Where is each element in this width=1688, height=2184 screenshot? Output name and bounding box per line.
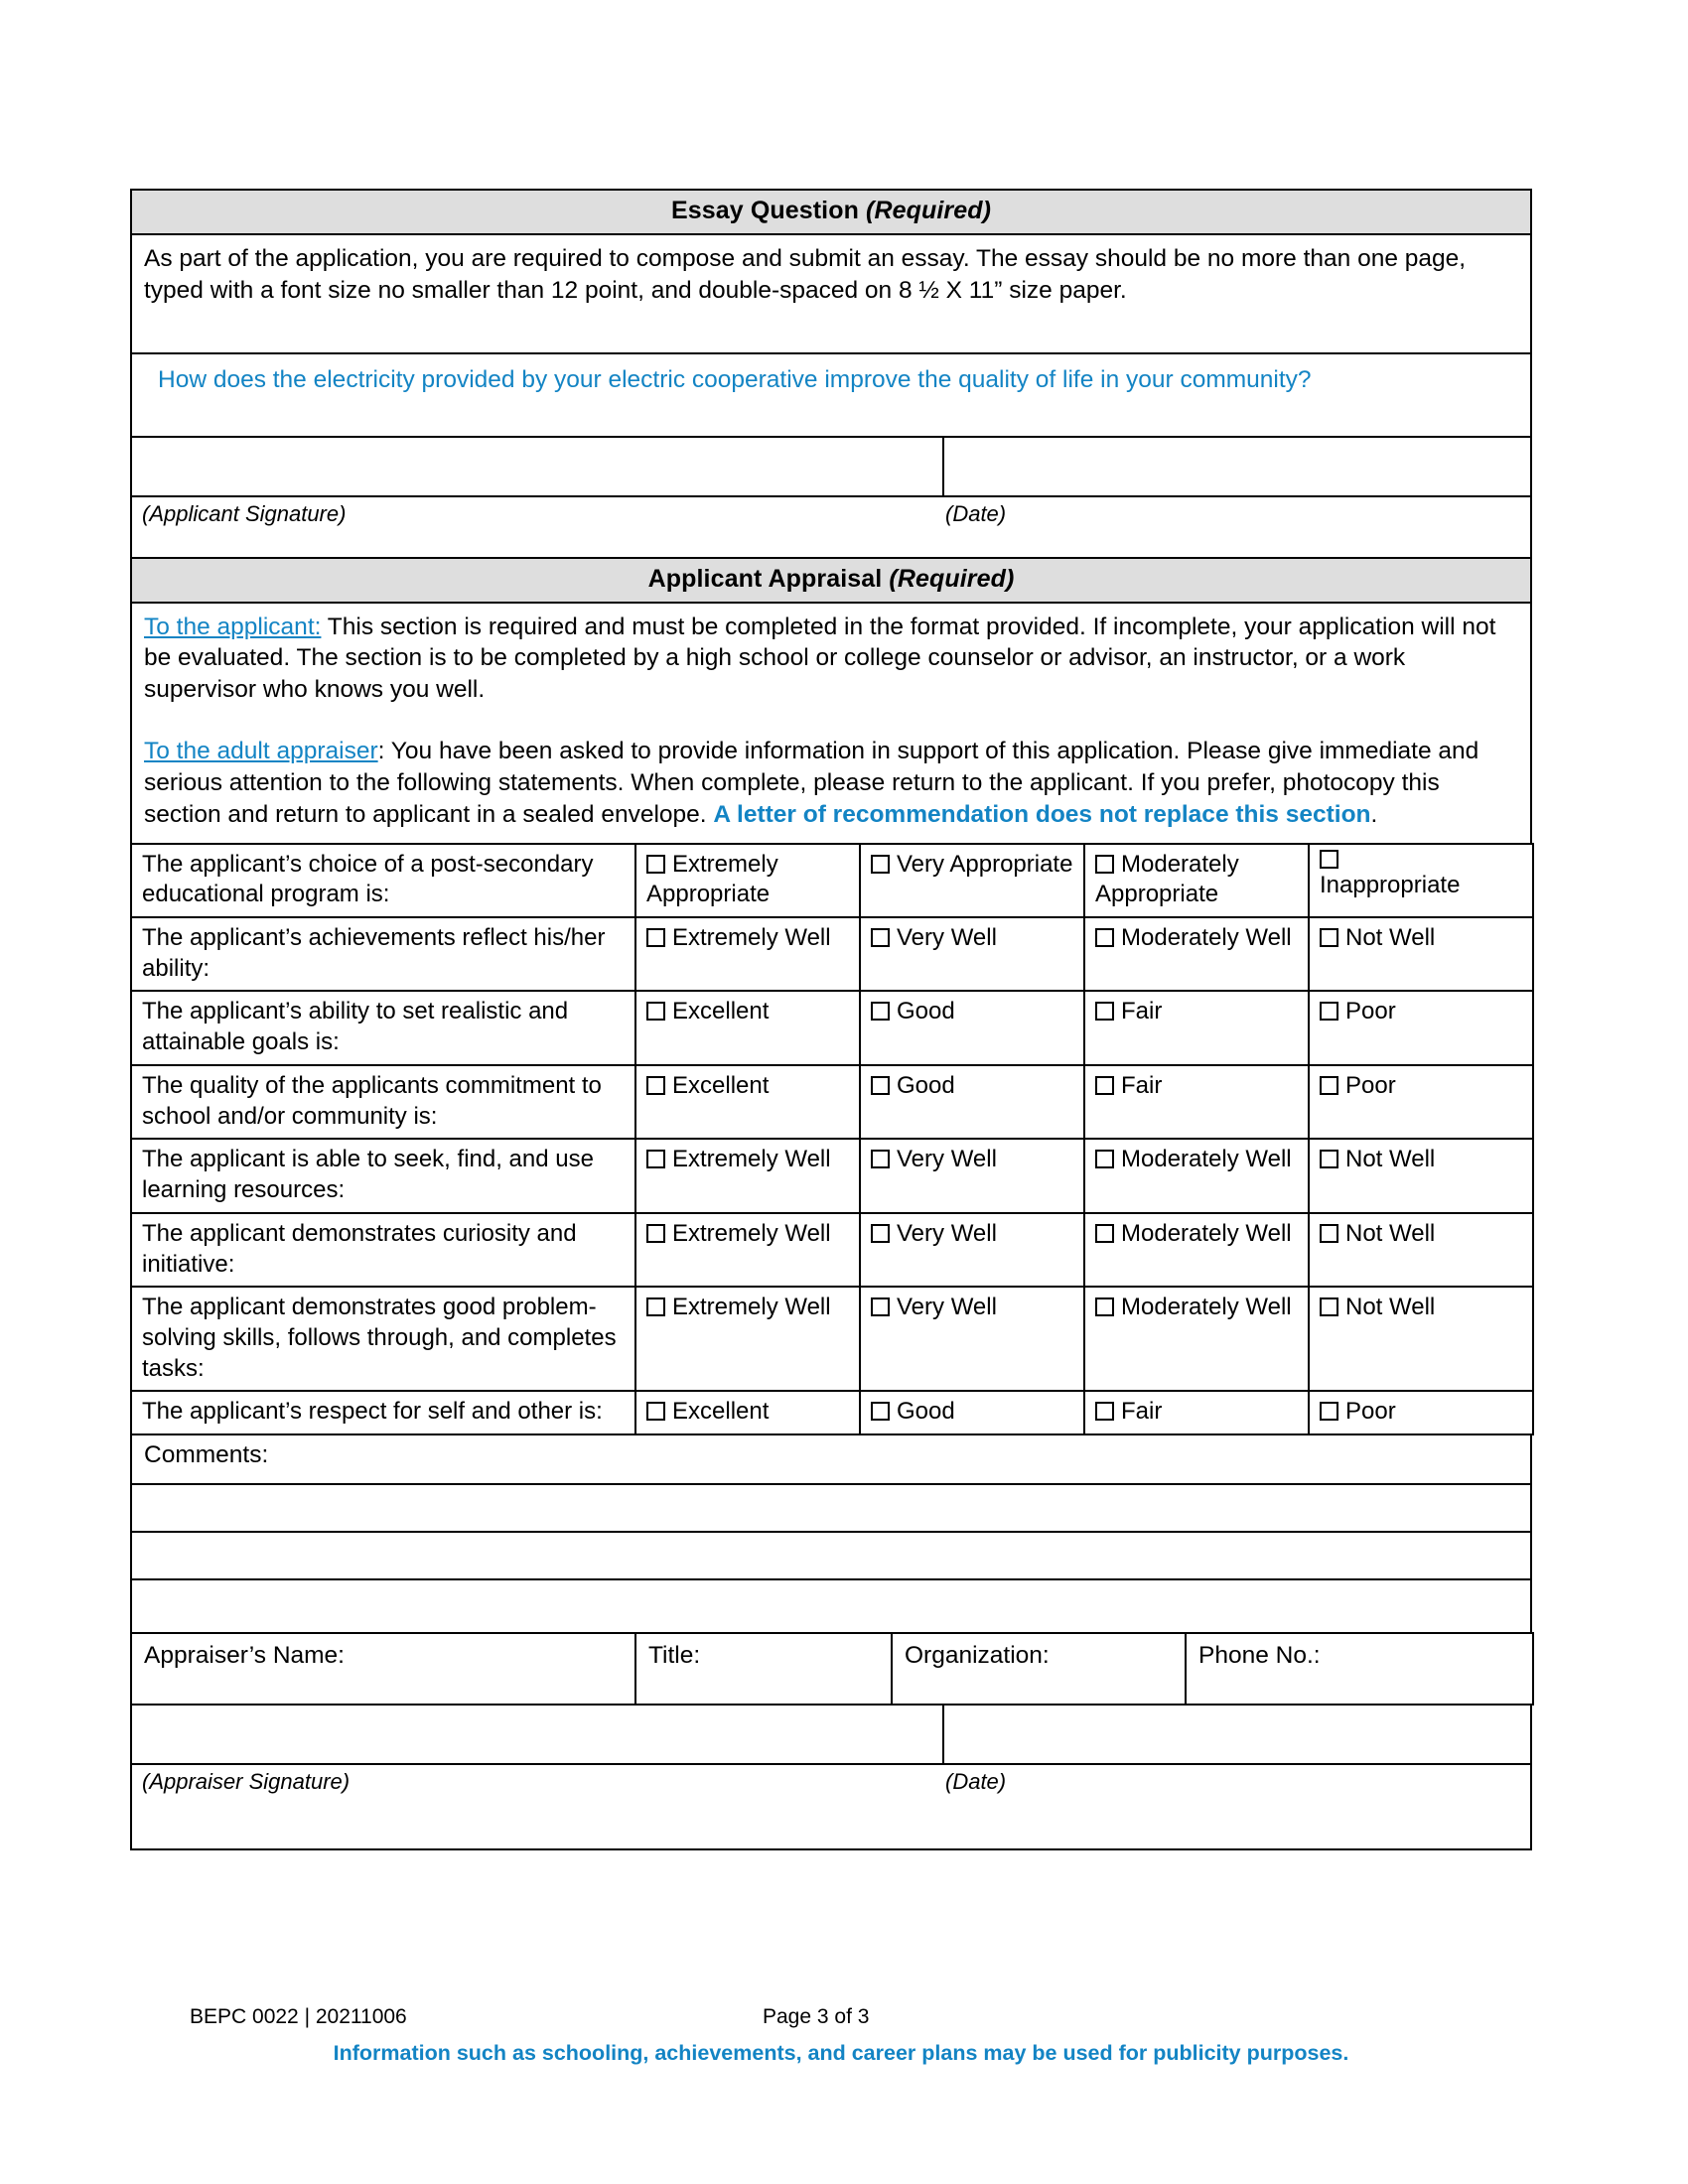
- checkbox-icon[interactable]: [1320, 1224, 1338, 1243]
- rating-option-cell[interactable]: [1084, 991, 1309, 1064]
- appraiser-name-label: Appraiser’s Name:: [144, 1642, 345, 1670]
- to-applicant-paragraph: [144, 612, 1518, 707]
- applicant-signature-input-row: [131, 437, 1531, 496]
- rating-option-cell[interactable]: [1309, 1139, 1533, 1212]
- checkbox-icon[interactable]: [646, 1076, 665, 1095]
- rating-option-label: Moderately Well: [1121, 924, 1292, 952]
- page-footer: [130, 2005, 1532, 2066]
- rating-option-label: Extremely Well: [672, 1146, 831, 1173]
- to-applicant-label: To the applicant:: [144, 613, 322, 640]
- checkbox-icon[interactable]: [871, 1224, 890, 1243]
- rating-option-cell[interactable]: [860, 1287, 1084, 1391]
- essay-prompt-text: How does the electricity provided by your electric cooperative improve the quality of life in your community?: [158, 365, 1312, 393]
- checkbox-icon[interactable]: [871, 928, 890, 947]
- appraiser-name-field[interactable]: [131, 1633, 635, 1705]
- comments-line-3[interactable]: [131, 1579, 1531, 1633]
- rating-option-cell[interactable]: [635, 1139, 860, 1212]
- rating-option-cell[interactable]: [1309, 1391, 1533, 1434]
- appraiser-signature-labels-cell: [131, 1764, 1531, 1849]
- rating-statement: The applicant’s ability to set realistic and attainable goals is:: [131, 991, 635, 1064]
- rating-option-cell[interactable]: [635, 1391, 860, 1434]
- rating-rows: [131, 844, 1533, 1435]
- rating-option-label: Excellent: [672, 998, 770, 1025]
- comments-line-1[interactable]: [131, 1484, 1531, 1532]
- applicant-date-field[interactable]: [943, 437, 1531, 496]
- appraisal-rating-table: [130, 843, 1534, 1436]
- checkbox-icon[interactable]: [871, 1402, 890, 1421]
- rating-option-label: Very Well: [897, 924, 997, 952]
- essay-instructions-cell: [131, 234, 1531, 353]
- checkbox-icon[interactable]: [1095, 1002, 1114, 1021]
- essay-question-section: [130, 189, 1532, 497]
- rating-option-cell[interactable]: [635, 1065, 860, 1139]
- rating-option-label: Extremely Well: [672, 1294, 831, 1321]
- checkbox-icon[interactable]: [1095, 1297, 1114, 1316]
- checkbox-icon[interactable]: [646, 1224, 665, 1243]
- rating-option-label: Poor: [1345, 1398, 1396, 1426]
- rating-option-label: Excellent: [672, 1398, 770, 1426]
- checkbox-icon[interactable]: [646, 928, 665, 947]
- rating-statement: The applicant’s achievements reflect his/her ability:: [131, 917, 635, 991]
- rating-option-cell[interactable]: [1309, 1213, 1533, 1287]
- rating-option-label: Not Well: [1345, 1146, 1436, 1173]
- rating-option-cell[interactable]: [860, 1139, 1084, 1212]
- checkbox-icon[interactable]: [646, 1402, 665, 1421]
- to-adult-appraiser-label: To the adult appraiser: [144, 738, 378, 765]
- rating-option-label: Fair: [1121, 1398, 1163, 1426]
- rating-option-label: Very Well: [897, 1219, 997, 1247]
- essay-instructions-row: [131, 234, 1531, 353]
- rating-option-label: Good: [897, 1071, 955, 1099]
- rating-option-label: Extremely Well: [672, 1219, 831, 1247]
- essay-section-title: Essay Question: [670, 197, 859, 224]
- rating-statement: The applicant is able to seek, find, and use learning resources:: [131, 1139, 635, 1212]
- comments-label-row: [131, 1434, 1531, 1484]
- rating-option-label: Fair: [1121, 1071, 1163, 1099]
- rating-option-cell[interactable]: [1309, 1287, 1533, 1391]
- essay-required-flag: (Required): [866, 197, 992, 224]
- rating-option-cell[interactable]: [860, 991, 1084, 1064]
- rating-option-cell[interactable]: [860, 1065, 1084, 1139]
- rating-option-cell[interactable]: [860, 844, 1084, 917]
- checkbox-icon[interactable]: [646, 1002, 665, 1021]
- rating-option-label: Not Well: [1345, 1219, 1436, 1247]
- appraisal-intro-row: [131, 603, 1531, 844]
- to-adult-appraiser-text: : You have been asked to provide information in support of this application. Please give immediate and serious attention to the following statements. When complete, please return to the applicant. If you prefer, photocopy this section and return to applicant in a sealed envelope.: [144, 738, 1479, 828]
- appraiser-signature-label-table: [130, 1763, 1532, 1850]
- rating-option-cell[interactable]: [860, 1391, 1084, 1434]
- rating-option-cell[interactable]: [635, 917, 860, 991]
- appraiser-date-label: (Date): [945, 1769, 1007, 1795]
- rating-row: [131, 1213, 1533, 1287]
- rating-option-cell[interactable]: [635, 844, 860, 917]
- appraiser-phone-label: Phone No.:: [1198, 1642, 1321, 1670]
- applicant-appraisal-section: [130, 557, 1532, 845]
- applicant-signature-field[interactable]: [131, 437, 943, 496]
- rating-option-label: Extremely Well: [672, 924, 831, 952]
- checkbox-icon[interactable]: [1320, 1402, 1338, 1421]
- rating-row: [131, 917, 1533, 991]
- appraiser-info-row: [131, 1633, 1533, 1705]
- applicant-signature-label-row: [131, 496, 1531, 558]
- appraiser-signature-label: (Appraiser Signature): [142, 1769, 351, 1795]
- rating-option-label: Moderately Well: [1121, 1219, 1292, 1247]
- footer-primary-line: [130, 2005, 1532, 2035]
- appraiser-phone-field[interactable]: [1186, 1633, 1533, 1705]
- rating-option-label: Not Well: [1345, 1294, 1436, 1321]
- to-adult-appraiser-period: .: [1370, 800, 1378, 828]
- checkbox-icon[interactable]: [871, 1150, 890, 1168]
- comments-line-2-row: [131, 1532, 1531, 1579]
- checkbox-icon[interactable]: [1320, 928, 1338, 947]
- rating-option-label: Moderately Well: [1121, 1146, 1292, 1173]
- appraisal-section-title: Applicant Appraisal: [647, 564, 883, 593]
- appraiser-signature-section: [130, 1704, 1532, 1765]
- checkbox-icon[interactable]: [1095, 1224, 1114, 1243]
- rating-option-label: Moderately Well: [1121, 1294, 1292, 1321]
- applicant-signature-label: (Applicant Signature): [142, 500, 347, 526]
- comments-section: [130, 1433, 1532, 1634]
- checkbox-icon[interactable]: [1320, 1076, 1338, 1095]
- appraiser-signature-label-row: [131, 1764, 1531, 1849]
- checkbox-icon[interactable]: [1095, 855, 1114, 874]
- checkbox-icon[interactable]: [646, 1297, 665, 1316]
- essay-question-row: [131, 353, 1531, 437]
- footer-form-code: BEPC 0022 | 20211006: [190, 2005, 407, 2028]
- to-applicant-text: This section is required and must be completed in the format provided. If incomplete, your application will not be evaluated. The section is to be completed by a high school or college counselor or advisor, an instructor, or a work supervisor who knows you well.: [144, 613, 1496, 704]
- essay-header-row: [131, 190, 1531, 234]
- rating-option-cell[interactable]: [1309, 844, 1533, 917]
- appraisal-required-flag: (Required): [889, 564, 1015, 593]
- rating-statement: The applicant demonstrates good problem-solving skills, follows through, and completes tasks:: [131, 1287, 635, 1391]
- footer-page-number: Page 3 of 3: [763, 2005, 870, 2028]
- rating-row: [131, 991, 1533, 1064]
- checkbox-icon[interactable]: [1320, 1150, 1338, 1168]
- checkbox-icon[interactable]: [871, 1002, 890, 1021]
- appraiser-organization-field[interactable]: [892, 1633, 1186, 1705]
- rating-option-label: Extremely Appropriate: [646, 850, 778, 908]
- rating-option-label: Very Appropriate: [897, 850, 1073, 878]
- checkbox-icon[interactable]: [1095, 928, 1114, 947]
- rating-option-label: Inappropriate: [1320, 871, 1461, 898]
- rating-row: [131, 1391, 1533, 1434]
- footer-publicity-note: Information such as schooling, achievements, and career plans may be used for publicity purposes.: [333, 2041, 1349, 2065]
- rating-option-cell[interactable]: [1084, 844, 1309, 917]
- rating-option-cell[interactable]: [1084, 1139, 1309, 1212]
- comments-line-1-row: [131, 1484, 1531, 1532]
- appraiser-signature-field[interactable]: [131, 1705, 943, 1764]
- appraisal-section-header: [131, 558, 1531, 603]
- intro-paragraph-gap: [144, 706, 1518, 736]
- rating-option-label: Very Well: [897, 1146, 997, 1173]
- rating-option-cell[interactable]: [1309, 991, 1533, 1064]
- rating-option-cell[interactable]: [635, 991, 860, 1064]
- comments-label: Comments:: [144, 1441, 269, 1469]
- checkbox-icon[interactable]: [1320, 1002, 1338, 1021]
- rating-option-label: Poor: [1345, 1071, 1396, 1099]
- rating-option-cell[interactable]: [860, 1213, 1084, 1287]
- comments-line-3-row: [131, 1579, 1531, 1633]
- rating-statement: The applicant demonstrates curiosity and initiative:: [131, 1213, 635, 1287]
- comments-line-2[interactable]: [131, 1532, 1531, 1579]
- rating-option-cell[interactable]: [635, 1287, 860, 1391]
- form-sheet: [130, 189, 1532, 1850]
- checkbox-icon[interactable]: [871, 1297, 890, 1316]
- checkbox-icon[interactable]: [871, 1076, 890, 1095]
- appraiser-title-label: Title:: [648, 1642, 701, 1670]
- rating-row: [131, 844, 1533, 917]
- applicant-signature-labels-cell: [131, 496, 1531, 558]
- checkbox-icon[interactable]: [1095, 1150, 1114, 1168]
- rating-row: [131, 1287, 1533, 1391]
- appraiser-organization-label: Organization:: [905, 1642, 1050, 1670]
- rating-option-cell[interactable]: [635, 1213, 860, 1287]
- essay-instructions-text: As part of the application, you are required to compose and submit an essay. The essay should be no more than one page, typed with a font size no smaller than 12 point, and double-spaced on 8 ½ X 11” size paper.: [144, 245, 1467, 304]
- rating-row: [131, 1139, 1533, 1212]
- comments-label-cell: [131, 1434, 1531, 1484]
- checkbox-icon[interactable]: [1095, 1076, 1114, 1095]
- letter-of-recommendation-emphasis: A letter of recommendation does not replace this section: [713, 800, 1371, 828]
- rating-option-cell[interactable]: [1084, 1213, 1309, 1287]
- checkbox-icon[interactable]: [871, 855, 890, 874]
- rating-option-cell[interactable]: [1084, 1391, 1309, 1434]
- rating-option-cell[interactable]: [1084, 1065, 1309, 1139]
- rating-option-label: Good: [897, 998, 955, 1025]
- checkbox-icon[interactable]: [646, 855, 665, 874]
- appraisal-intro-cell: [131, 603, 1531, 844]
- rating-option-label: Not Well: [1345, 924, 1436, 952]
- rating-option-cell[interactable]: [1084, 1287, 1309, 1391]
- checkbox-icon[interactable]: [1320, 1297, 1338, 1316]
- appraiser-title-field[interactable]: [635, 1633, 892, 1705]
- essay-prompt-cell: [131, 353, 1531, 437]
- appraisal-header-row: [131, 558, 1531, 603]
- rating-option-cell[interactable]: [1084, 917, 1309, 991]
- checkbox-icon[interactable]: [646, 1150, 665, 1168]
- checkbox-icon[interactable]: [1320, 850, 1338, 869]
- rating-row: [131, 1065, 1533, 1139]
- rating-option-label: Good: [897, 1398, 955, 1426]
- appraiser-date-field[interactable]: [943, 1705, 1531, 1764]
- rating-option-label: Poor: [1345, 998, 1396, 1025]
- rating-statement: The applicant’s respect for self and other is:: [131, 1391, 635, 1434]
- rating-option-label: Moderately Appropriate: [1095, 850, 1239, 908]
- rating-option-cell[interactable]: [1309, 917, 1533, 991]
- appraiser-info-table: [130, 1632, 1534, 1706]
- rating-option-label: Fair: [1121, 998, 1163, 1025]
- rating-option-cell[interactable]: [1309, 1065, 1533, 1139]
- rating-option-label: Very Well: [897, 1294, 997, 1321]
- applicant-date-label: (Date): [945, 500, 1007, 526]
- rating-option-label: Excellent: [672, 1071, 770, 1099]
- rating-option-cell[interactable]: [860, 917, 1084, 991]
- essay-section-header: [131, 190, 1531, 234]
- to-appraiser-paragraph: [144, 736, 1518, 831]
- rating-statement: The applicant’s choice of a post-secondary educational program is:: [131, 844, 635, 917]
- rating-statement: The quality of the applicants commitment to school and/or community is:: [131, 1065, 635, 1139]
- checkbox-icon[interactable]: [1095, 1402, 1114, 1421]
- applicant-signature-label-table: [130, 495, 1532, 559]
- appraiser-signature-input-row: [131, 1705, 1531, 1764]
